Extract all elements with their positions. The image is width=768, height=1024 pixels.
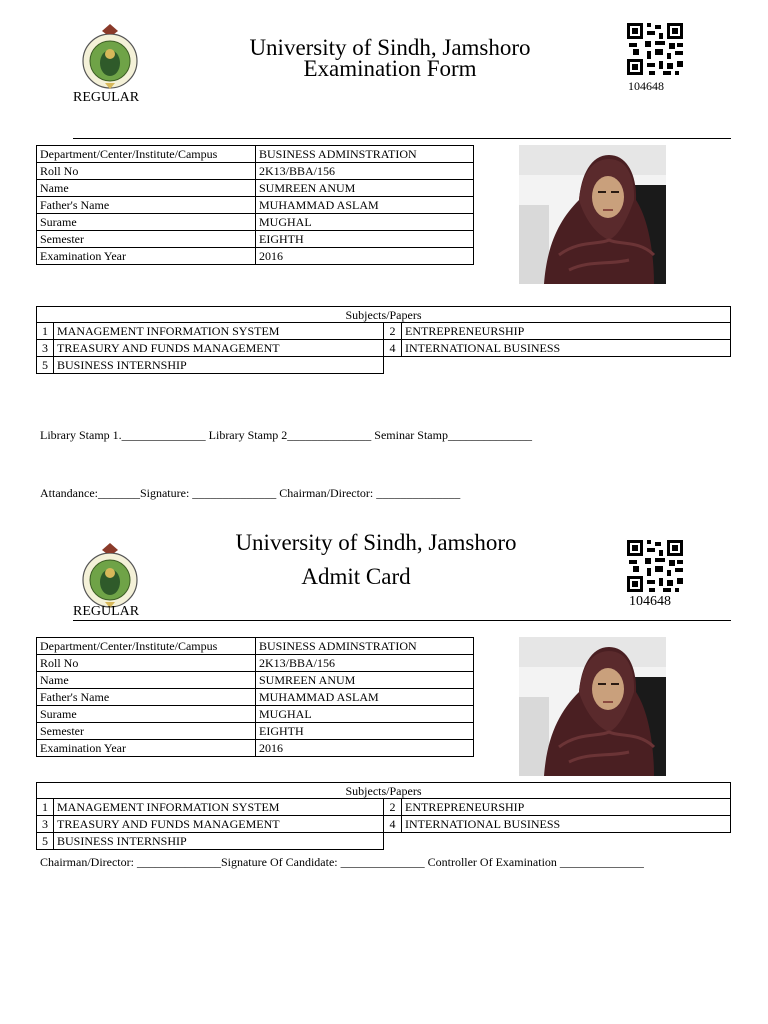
info-value: MUHAMMAD ASLAM: [256, 197, 474, 214]
info-value: BUSINESS ADMINSTRATION: [256, 638, 474, 655]
admit-card-title: Admit Card: [301, 564, 411, 589]
info-row: [37, 655, 474, 672]
info-value: 2K13/BBA/156: [256, 655, 474, 672]
subject-number: 2: [384, 323, 402, 340]
university-title: University of Sindh, Jamshoro: [249, 35, 531, 60]
info-value: 2016: [256, 248, 474, 265]
subjects-row: [36, 833, 731, 850]
subjects-table: [36, 306, 731, 374]
info-label: Roll No: [37, 163, 256, 180]
subjects-row: [36, 357, 731, 374]
info-row: [37, 740, 474, 757]
header-divider: [73, 620, 731, 621]
info-row: [37, 723, 474, 740]
info-label: Name: [37, 180, 256, 197]
info-value: 2016: [256, 740, 474, 757]
info-label: Name: [37, 672, 256, 689]
info-label: Father's Name: [37, 689, 256, 706]
info-row: [37, 248, 474, 265]
subjects-table: [36, 782, 731, 850]
regular-label: REGULAR: [73, 604, 140, 619]
subject-number: 1: [36, 799, 54, 816]
info-row: [37, 672, 474, 689]
subject-name: BUSINESS INTERNSHIP: [54, 833, 384, 850]
info-label: Examination Year: [37, 248, 256, 265]
regular-label: REGULAR: [73, 90, 140, 105]
subject-name: INTERNATIONAL BUSINESS: [402, 816, 731, 833]
info-label: Surame: [37, 706, 256, 723]
info-row: [37, 146, 474, 163]
university-title: University of Sindh, Jamshoro: [235, 530, 517, 555]
info-row: [37, 706, 474, 723]
info-value: SUMREEN ANUM: [256, 672, 474, 689]
qr-number: 104648: [629, 594, 671, 609]
subject-name: TREASURY AND FUNDS MANAGEMENT: [54, 816, 384, 833]
info-row: [37, 180, 474, 197]
student-photo: [519, 637, 666, 776]
info-row: [37, 197, 474, 214]
student-info-table: [36, 145, 474, 265]
form-title: Examination Form: [303, 56, 477, 81]
info-label: Semester: [37, 723, 256, 740]
info-value: MUGHAL: [256, 214, 474, 231]
qr-number: 104648: [628, 79, 664, 93]
subject-number: 5: [36, 357, 54, 374]
subject-number: 3: [36, 816, 54, 833]
attendance-line: Attandance:_______Signature: ______________ Chairman/Director: ______________: [40, 486, 461, 500]
info-value: BUSINESS ADMINSTRATION: [256, 146, 474, 163]
subjects-row: [36, 816, 731, 833]
header-divider: [73, 138, 731, 139]
signature-line: Chairman/Director: ______________Signature Of Candidate: ______________ Controller Of Examination ______________: [40, 855, 644, 869]
student-info-table: [36, 637, 474, 757]
info-label: Roll No: [37, 655, 256, 672]
qr-code: [627, 540, 683, 592]
subject-name: BUSINESS INTERNSHIP: [54, 357, 384, 374]
subjects-row: [36, 323, 731, 340]
subject-name: MANAGEMENT INFORMATION SYSTEM: [54, 799, 384, 816]
info-row: [37, 214, 474, 231]
info-label: Examination Year: [37, 740, 256, 757]
subject-number: 5: [36, 833, 54, 850]
info-label: Department/Center/Institute/Campus: [37, 638, 256, 655]
subjects-header: Subjects/Papers: [36, 306, 731, 323]
subject-name: INTERNATIONAL BUSINESS: [402, 340, 731, 357]
subject-name: ENTREPRENEURSHIP: [402, 799, 731, 816]
info-label: Father's Name: [37, 197, 256, 214]
subject-name: TREASURY AND FUNDS MANAGEMENT: [54, 340, 384, 357]
info-row: [37, 638, 474, 655]
university-logo: [81, 540, 139, 612]
subjects-row: [36, 799, 731, 816]
student-photo: [519, 145, 666, 284]
subject-number: 4: [384, 816, 402, 833]
info-value: SUMREEN ANUM: [256, 180, 474, 197]
university-logo: [81, 21, 139, 93]
info-label: Semester: [37, 231, 256, 248]
qr-code: [627, 23, 683, 75]
subjects-row: [36, 340, 731, 357]
library-stamps-line: Library Stamp 1.______________ Library Stamp 2______________ Seminar Stamp______________: [40, 428, 532, 442]
info-value: EIGHTH: [256, 231, 474, 248]
subject-name: ENTREPRENEURSHIP: [402, 323, 731, 340]
subjects-header: Subjects/Papers: [36, 782, 731, 799]
info-value: MUHAMMAD ASLAM: [256, 689, 474, 706]
subject-number: 1: [36, 323, 54, 340]
info-value: MUGHAL: [256, 706, 474, 723]
subject-number: 2: [384, 799, 402, 816]
info-value: 2K13/BBA/156: [256, 163, 474, 180]
subject-number: 3: [36, 340, 54, 357]
subject-name: MANAGEMENT INFORMATION SYSTEM: [54, 323, 384, 340]
subject-number: 4: [384, 340, 402, 357]
info-row: [37, 231, 474, 248]
info-row: [37, 163, 474, 180]
info-value: EIGHTH: [256, 723, 474, 740]
info-label: Department/Center/Institute/Campus: [37, 146, 256, 163]
info-label: Surame: [37, 214, 256, 231]
info-row: [37, 689, 474, 706]
